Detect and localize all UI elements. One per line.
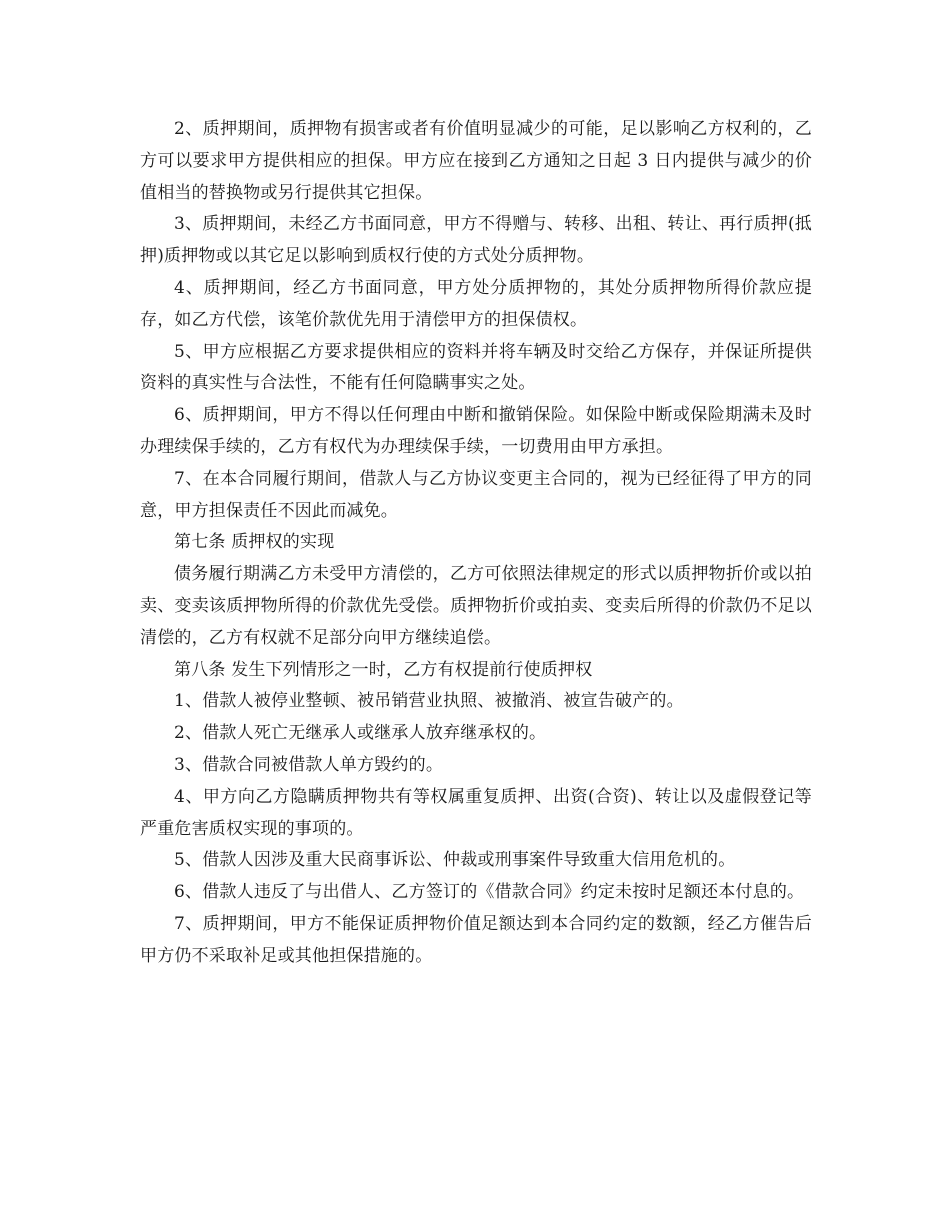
article-8-item-6: 6、借款人违反了与出借人、乙方签订的《借款合同》约定未按时足额还本付息的。	[174, 882, 805, 903]
article-7-body: 债务履行期满乙方未受甲方清偿的，乙方可依照法律规定的形式以质押物折价或以拍卖、变卖该质押物所得的价款优先受偿。质押物折价或拍卖、变卖后所得的价款仍不足以清偿的，乙方有权就不足部分向甲方继续追偿。	[140, 564, 812, 648]
clause-6-item-6: 6、质押期间，甲方不得以任何理由中断和撤销保险。如保险中断或保险期满未及时办理续保手续的，乙方有权代为办理续保手续，一切费用由甲方承担。	[140, 405, 812, 457]
clause-6-item-2: 2、质押期间，质押物有损害或者有价值明显减少的可能，足以影响乙方权利的，乙方可以要求甲方提供相应的担保。甲方应在接到乙方通知之日起 3 日内提供与减少的价值相当的替换物或另行提供其它担保。	[140, 119, 812, 203]
document-body	[140, 114, 812, 973]
clause-6-item-3: 3、质押期间，未经乙方书面同意，甲方不得赠与、转移、出租、转让、再行质押(抵押)质押物或以其它足以影响到质权行使的方式处分质押物。	[140, 214, 812, 267]
clause-6-item-5: 5、甲方应根据乙方要求提供相应的资料并将车辆及时交给乙方保存，并保证所提供资料的真实性与合法性，不能有任何隐瞒事实之处。	[140, 341, 812, 394]
article-8-item-1: 1、借款人被停业整顿、被吊销营业执照、被撤消、被宣告破产的。	[174, 691, 684, 712]
article-8-item-2: 2、借款人死亡无继承人或继承人放弃继承权的。	[174, 723, 547, 744]
article-7-heading: 第七条 质押权的实现	[174, 532, 335, 553]
article-8-item-4: 4、甲方向乙方隐瞒质押物共有等权属重复质押、出资(合资)、转让以及虚假登记等严重危害质权实现的事项的。	[140, 786, 812, 839]
article-8-item-7: 7、质押期间，甲方不能保证质押物价值足额达到本合同约定的数额，经乙方催告后甲方仍不采取补足或其他担保措施的。	[140, 913, 812, 966]
clause-6-item-4: 4、质押期间，经乙方书面同意，甲方处分质押物的，其处分质押物所得价款应提存，如乙方代偿，该笔价款优先用于清偿甲方的担保债权。	[140, 277, 812, 330]
article-8-item-5: 5、借款人因涉及重大民商事诉讼、仲裁或刑事案件导致重大信用危机的。	[174, 850, 736, 871]
article-8-heading: 第八条 发生下列情形之一时，乙方有权提前行使质押权	[174, 659, 593, 680]
article-8-item-3: 3、借款合同被借款人单方毁约的。	[174, 754, 444, 775]
clause-6-item-7: 7、在本合同履行期间，借款人与乙方协议变更主合同的，视为已经征得了甲方的同意，甲方担保责任不因此而减免。	[140, 468, 812, 521]
